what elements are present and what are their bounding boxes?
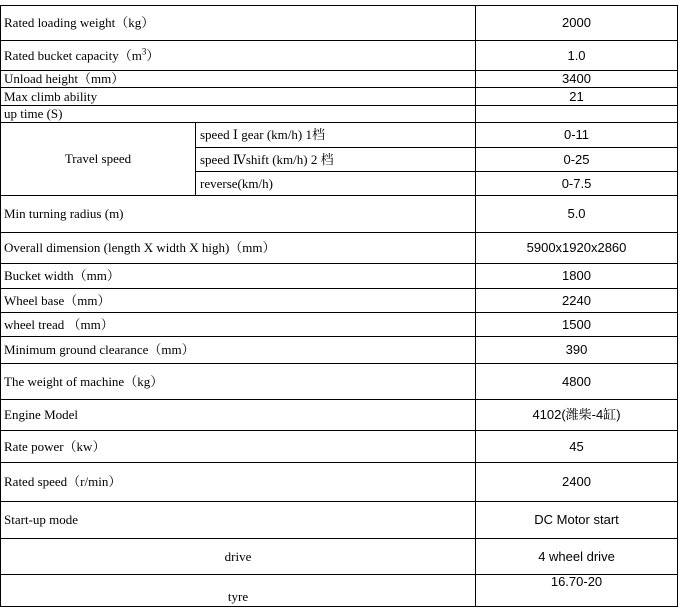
table-row [1, 502, 678, 539]
row-value: 4 wheel drive [476, 539, 678, 575]
row-value: 4102(潍柴-4缸) [476, 400, 678, 431]
table-row [1, 364, 678, 400]
sub-label: reverse(km/h) [196, 172, 476, 196]
row-label: The weight of machine（kg） [1, 364, 476, 400]
sub-label: speed Ⅰ gear (km/h) 1档 [196, 123, 476, 148]
row-label: Rate power（kw） [1, 431, 476, 463]
row-value: 0-11 [476, 123, 678, 148]
row-value: 1500 [476, 313, 678, 337]
row-value: 0-7.5 [476, 172, 678, 196]
row-value: 3400 [476, 71, 678, 88]
row-value: 2400 [476, 463, 678, 502]
row-label: wheel tread （mm） [1, 313, 476, 337]
table-row [1, 6, 678, 41]
row-value: 1.0 [476, 41, 678, 71]
row-label: Max climb ability [1, 88, 476, 106]
table-row [1, 431, 678, 463]
row-label: drive [1, 539, 476, 575]
row-value: 16.70-20 [476, 575, 678, 607]
row-label: Overall dimension (length X width X high)（mm） [1, 233, 476, 264]
row-label: Start-up mode [1, 502, 476, 539]
row-label: Min turning radius (m) [1, 196, 476, 233]
row-value: DC Motor start [476, 502, 678, 539]
table-row [1, 233, 678, 264]
row-label: Minimum ground clearance（mm） [1, 337, 476, 364]
row-label: Rated speed（r/min） [1, 463, 476, 502]
travel-speed-label: Travel speed [1, 123, 196, 196]
table-row [1, 88, 678, 106]
row-label: Unload height（mm） [1, 71, 476, 88]
table-row [1, 264, 678, 289]
row-value: 1800 [476, 264, 678, 289]
row-value: 4800 [476, 364, 678, 400]
table-row [1, 400, 678, 431]
table-row [1, 289, 678, 313]
table-row [1, 575, 678, 607]
row-value: 45 [476, 431, 678, 463]
sub-label: speed Ⅳshift (km/h) 2 档 [196, 148, 476, 172]
row-label: Bucket width（mm） [1, 264, 476, 289]
row-label: up time (S) [1, 106, 476, 123]
table-row [1, 123, 678, 148]
row-value: 0-25 [476, 148, 678, 172]
table-row [1, 106, 678, 123]
table-row [1, 41, 678, 71]
table-row [1, 337, 678, 364]
row-value: 5900x1920x2860 [476, 233, 678, 264]
label-text: Rated bucket capacity（m [4, 47, 142, 63]
row-value: 390 [476, 337, 678, 364]
row-label [1, 41, 476, 71]
row-label: Engine Model [1, 400, 476, 431]
table-row [1, 313, 678, 337]
row-value: 2240 [476, 289, 678, 313]
label-superscript: 3 [141, 46, 147, 57]
table-row [1, 539, 678, 575]
row-value [476, 106, 678, 123]
row-value: 2000 [476, 6, 678, 41]
row-label: Wheel base（mm） [1, 289, 476, 313]
row-value: 21 [476, 88, 678, 106]
table-row [1, 463, 678, 502]
row-label: Rated loading weight（kg） [1, 6, 476, 41]
row-value: 5.0 [476, 196, 678, 233]
table-row [1, 196, 678, 233]
label-tail: ） [146, 47, 160, 63]
row-label: tyre [1, 575, 476, 607]
table-row [1, 71, 678, 88]
spec-table [0, 5, 678, 607]
